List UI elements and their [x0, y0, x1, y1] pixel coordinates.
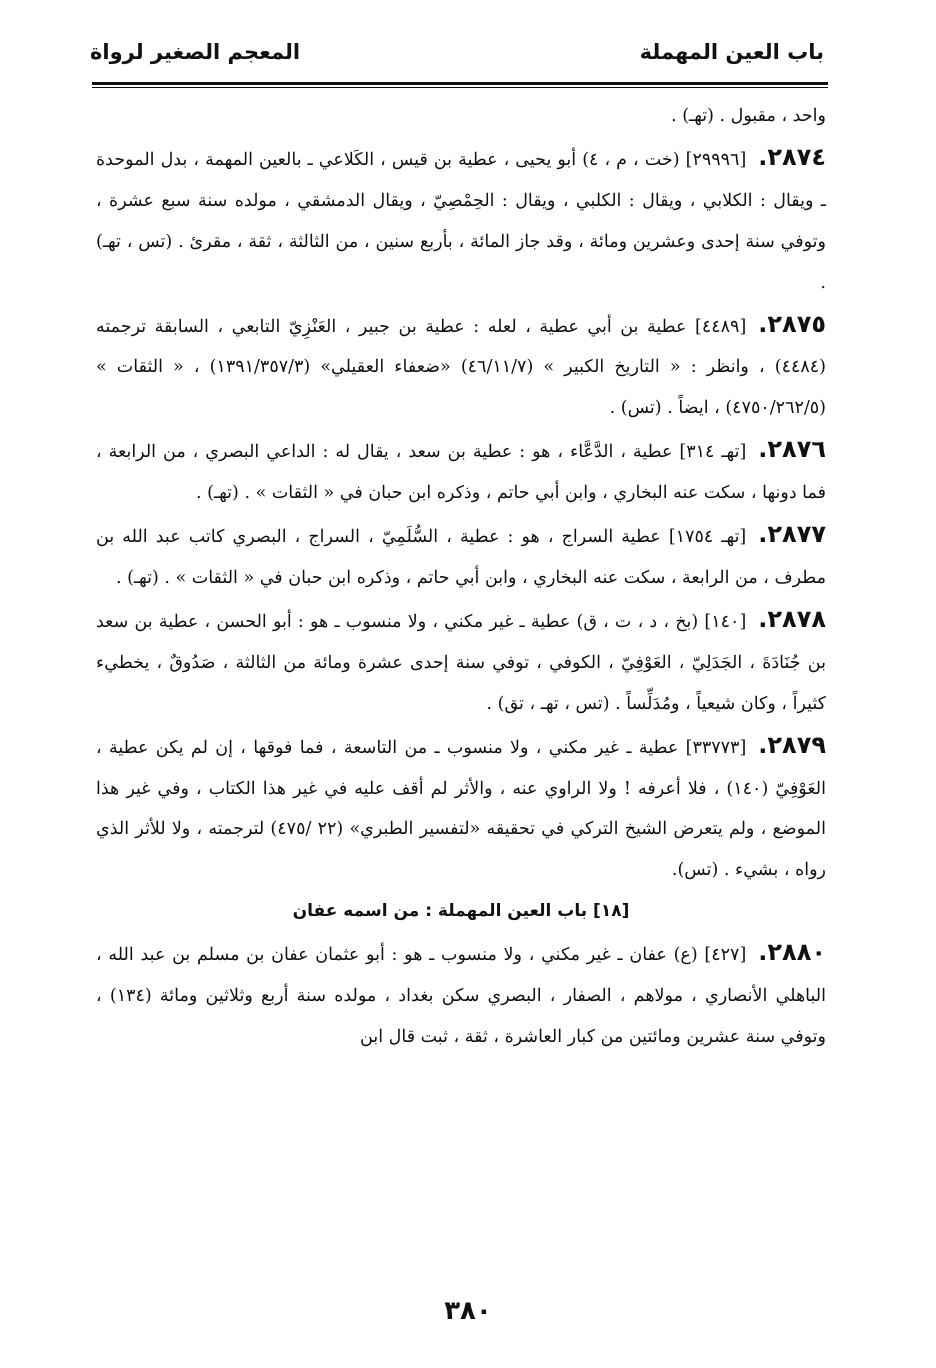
page-number: ٣٨٠ — [444, 1296, 492, 1326]
running-head-book-title: المعجم الصغير لرواة — [90, 40, 301, 64]
entry-number: ٢٨٧٥. — [758, 309, 826, 338]
continuation-text: واحد ، مقبول . (تهـ) . — [671, 106, 826, 126]
entry-text: [٤٤٨٩] عطية بن أبي عطية ، لعله : عطية بن جبير ، العَنْزِيّ التابعي ، السابقة ترجمته (٤٤٨٤) ، وانظر : « التاريخ الكبير » (٤٦/١١/٧) «ضعفاء العقيلي» (١٣٩١/٣٥٧/٣) ، « الثقات » (٤٧٥٠/٢٦٢/٥) ، ايضاً . (تس) . — [96, 316, 826, 419]
entry-text: [٣٣٧٧٣] عطية ـ غير مكني ، ولا منسوب ـ من التاسعة ، فما فوقها ، إن لم يكن عطية ، العَوْفِيّ (١٤٠) ، فلا أعرفه ! ولا الراوي عنه ، والأثر لم أقف عليه في غير هذا الكتاب ، وفي غير هذا الموضع ، ولم يتعرض الشيخ التركي في تحقيقه «لتفسير الطبري» (٢٢ /٤٧٥) لترجمته ، ولا للأثر الذي رواه ، بشيء . (تس). — [96, 737, 826, 881]
header-rule — [92, 82, 828, 88]
entry-text: [٢٩٩٩٦] (خت ، م ، ٤) أبو يحيى ، عطية بن قيس ، الكَلاعي ـ بالعين المهمة ، بدل الموحدة ـ ويقال : الكلابي ، ويقال : الكلبي ، ويقال : الحِمْصِيّ ، ويقال الدمشقي ، مولده سنة سبع عشرة ، وتوفي سنة إحدى وعشرين ومائة ، وقد جاز المائة ، بأربع سنين ، من الثالثة ، ثقة ، مقرئ . (تس ، تهـ) . — [96, 149, 826, 293]
entry-number: ٢٨٧٤. — [758, 142, 826, 171]
page-body — [96, 96, 826, 1058]
entry-2878 — [96, 599, 826, 725]
entry-2876 — [96, 429, 826, 514]
entry-2877 — [96, 514, 826, 599]
entry-number: ٢٨٧٨. — [758, 604, 826, 633]
running-head-chapter: باب العين المهملة — [639, 40, 824, 64]
entry-number: ٢٨٨٠. — [758, 938, 826, 967]
entry-text: [تهـ ١٧٥٤] عطية السراج ، هو : عطية ، السُّلَمِيّ ، السراج ، البصري كاتب عبد الله بن مطرف ، من الرابعة ، سكت عنه البخاري ، وابن أبي حاتم ، وذكره ابن حبان في « الثقات » . (تهـ) . — [96, 527, 826, 588]
entry-number: ٢٨٧٧. — [758, 520, 826, 549]
entry-text: [١٤٠] (بخ ، د ، ت ، ق) عطية ـ غير مكني ، ولا منسوب ـ هو : أبو الحسن ، عطية بن سعد بن جُنَادَةَ ، الجَدَلِيّ ، العَوْفِيّ ، الكوفي ، توفي سنة إحدى عشرة ومائة من الثالثة ، صَدُوقٌ ، يخطيء كثيراً ، وكان شيعياً ، ومُدَلِّساً . (تس ، تهـ ، تق) . — [96, 611, 826, 714]
entry-number: ٢٨٧٩. — [758, 730, 826, 759]
entry-text: [تهـ ٣١٤] عطية ، الدَّعَّاء ، هو : عطية بن سعد ، يقال له : الداعي البصري ، من الرابعة ، فما دونها ، سكت عنه البخاري ، وابن أبي حاتم ، وذكره ابن حبان في « الثقات » . (تهـ) . — [96, 442, 826, 504]
entry-2880 — [96, 932, 826, 1058]
entry-2874 — [96, 137, 826, 304]
entry-2879 — [96, 725, 826, 892]
entry-2875 — [96, 304, 826, 430]
entry-number: ٢٨٧٦. — [758, 435, 826, 464]
entry-text: [٤٢٧] (ع) عفان ـ غير مكني ، ولا منسوب ـ هو : أبو عثمان عفان بن مسلم بن عبد الله ، الباهلي الأنصاري ، مولاهم ، الصفار ، البصري سكن بغداد ، مولده سنة أربع وثلاثين ومائة (١٣٤) ، وتوفي سنة عشرين ومائتين من كبار العاشرة ، ثقة ، ثبت قال ابن — [96, 945, 826, 1047]
section-heading: [١٨] باب العين المهملة : من اسمه عفان — [292, 901, 630, 922]
